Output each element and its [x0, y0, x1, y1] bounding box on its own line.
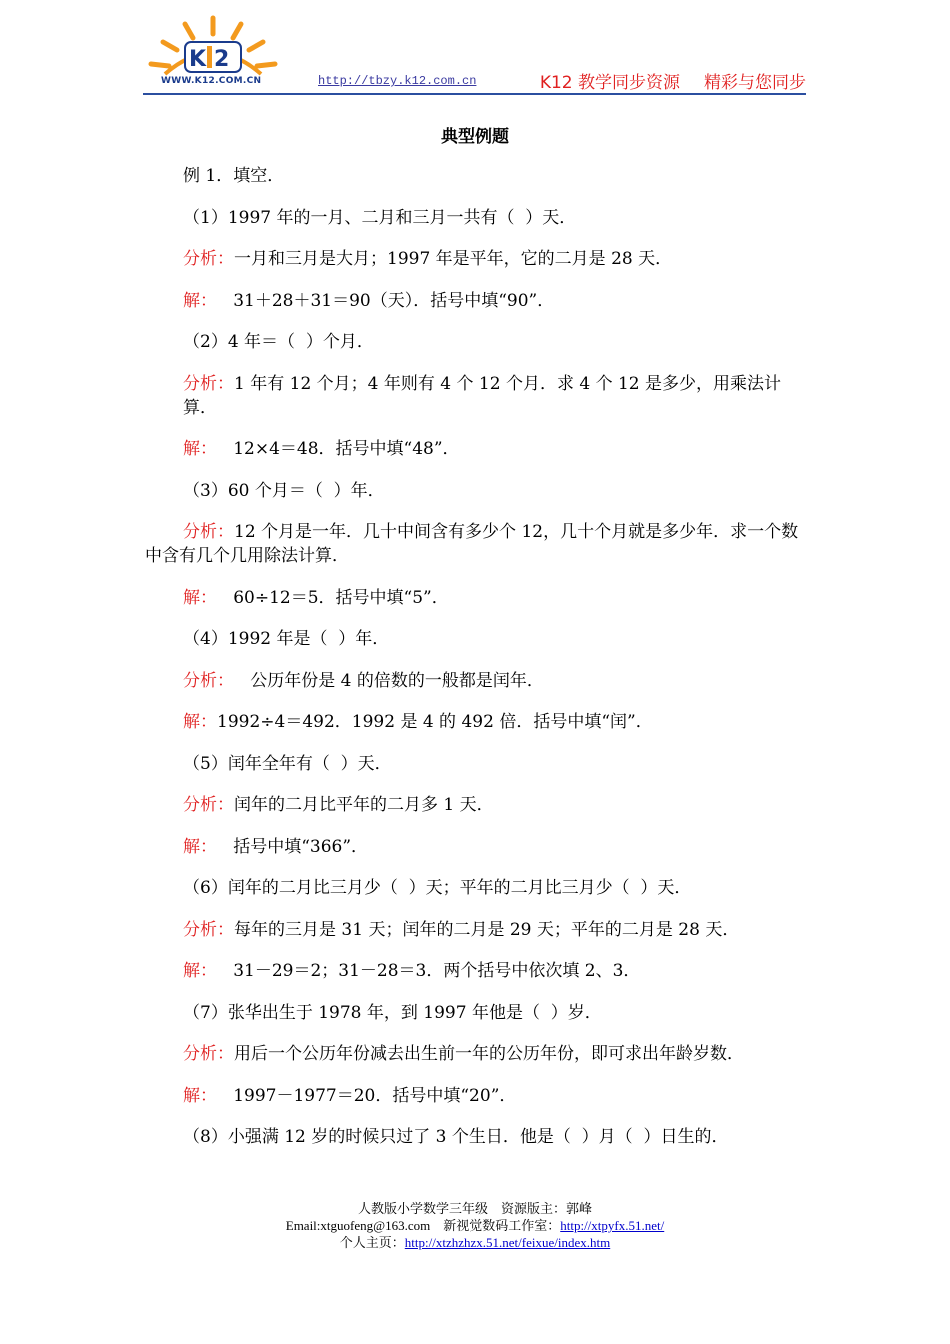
content-line: [145, 876, 807, 900]
content-line: [145, 206, 807, 230]
page-header: [143, 14, 806, 96]
slogan-part-2: 精彩与您同步: [704, 73, 806, 93]
content-line: [145, 164, 807, 188]
content-line: [145, 479, 807, 503]
svg-text:2: 2: [214, 47, 230, 72]
header-divider: [143, 93, 806, 95]
homepage-link[interactable]: http://xtzhzhzx.51.net/feixue/index.htm: [404, 1235, 611, 1250]
content-line: [145, 959, 807, 983]
content-line: [145, 437, 807, 461]
content-line: [145, 918, 807, 942]
line-text: 括号中填“366”．: [217, 836, 369, 857]
line-label: 分析：: [183, 1044, 234, 1064]
line-text: 公历年份是 4 的倍数的一般都是闰年．: [234, 670, 544, 691]
line-text: 用后一个公历年份减去出生前一年的公历年份，即可求出年龄岁数．: [234, 1044, 744, 1064]
studio-link[interactable]: http://xtpyfx.51.net/: [560, 1218, 665, 1233]
header-url-link[interactable]: http://tbzy.k12.com.cn: [318, 74, 477, 88]
line-label: 分析：: [183, 249, 234, 269]
svg-text:K: K: [189, 47, 207, 72]
line-label: 分析：: [183, 919, 234, 940]
line-label: 解：: [183, 836, 217, 857]
line-text: 每年的三月是 31 天；闰年的二月是 29 天；平年的二月是 28 天．: [234, 919, 740, 940]
line-text: 31＋28＋31＝90（天）．括号中填“90”．: [217, 290, 555, 311]
content-line: [145, 1125, 807, 1149]
footer-line-3: [0, 1234, 950, 1251]
content-line: [145, 520, 807, 568]
line-text: （8）小强满 12 岁的时候只过了 3 个生日．他是（ ）月（ ）日生的．: [183, 1127, 729, 1147]
line-label: 分析：: [183, 670, 234, 691]
line-text: 1992÷4＝492．1992 是 4 的 492 倍．括号中填“闰”．: [217, 712, 653, 732]
line-label: 分析：: [183, 795, 234, 815]
line-text: 31－29＝2；31－28＝3．两个括号中依次填 2、3．: [217, 961, 641, 981]
footer-line-2: [0, 1217, 950, 1234]
content-line: [145, 1001, 807, 1025]
page-footer: [0, 1200, 950, 1251]
content-line: [145, 330, 807, 354]
line-text: 12×4＝48．括号中填“48”．: [217, 439, 460, 459]
content-line: [145, 247, 807, 271]
footer-line-1: 人教版小学数学三年级 资源版主：郭峰: [357, 1201, 592, 1216]
line-label: 分析：: [183, 522, 234, 542]
content-line: [145, 793, 807, 817]
page-title: 典型例题: [441, 127, 509, 147]
line-text: 一月和三月是大月；1997 年是平年，它的二月是 28 天．: [234, 249, 673, 269]
line-text: 闰年的二月比平年的二月多 1 天．: [234, 795, 494, 815]
line-text: （5）闰年全年有（ ）天．: [183, 753, 392, 774]
content-line: [145, 669, 807, 693]
line-label: 解：: [183, 587, 217, 608]
k12-logo: [143, 14, 283, 92]
line-text: （2）4 年＝（ ）个月．: [183, 332, 374, 352]
line-text: 1997－1977＝20．括号中填“20”．: [217, 1085, 517, 1106]
line-label: 解：: [183, 1085, 217, 1106]
line-label: 解：: [183, 439, 217, 459]
slogan-part-1: K12 教学同步资源: [539, 73, 680, 93]
document-body: [145, 164, 807, 1167]
content-line: [145, 586, 807, 610]
content-line: [145, 1084, 807, 1108]
line-text: （4）1992 年是（ ）年．: [183, 629, 390, 649]
line-label: 解：: [183, 290, 217, 311]
line-label: 解：: [183, 712, 217, 732]
line-text: 60÷12＝5．括号中填“5”．: [217, 587, 449, 608]
footer-home-label: 个人主页：: [339, 1235, 405, 1250]
header-slogan: [516, 68, 806, 93]
line-text: （7）张华出生于 1978 年，到 1997 年他是（ ）岁．: [183, 1002, 602, 1023]
logo-text: WWW.K12.COM.CN: [161, 76, 262, 86]
content-line: [145, 627, 807, 651]
content-line: [145, 752, 807, 776]
footer-email: Email:xtguofeng@163.com 新视觉数码工作室：: [285, 1218, 561, 1233]
content-line: [145, 835, 807, 859]
line-text: （1）1997 年的一月、二月和三月一共有（ ）天．: [183, 207, 577, 228]
line-label: 分析：: [183, 373, 234, 394]
content-line: [145, 372, 807, 420]
content-line: [145, 710, 807, 734]
content-line: [145, 1042, 807, 1066]
line-text: 12 个月是一年．几十中间含有多少个 12，几十个月就是多少年．求一个数中含有几个几用除法计算．: [145, 522, 799, 566]
content-line: [145, 289, 807, 313]
line-label: 解：: [183, 961, 217, 981]
line-text: 1 年有 12 个月；4 年则有 4 个 12 个月．求 4 个 12 是多少，用乘法计算．: [183, 373, 782, 418]
line-text: 例 1．填空．: [183, 166, 285, 186]
line-text: （3）60 个月＝（ ）年．: [183, 480, 385, 501]
line-text: （6）闰年的二月比三月少（ ）天；平年的二月比三月少（ ）天．: [183, 878, 692, 898]
